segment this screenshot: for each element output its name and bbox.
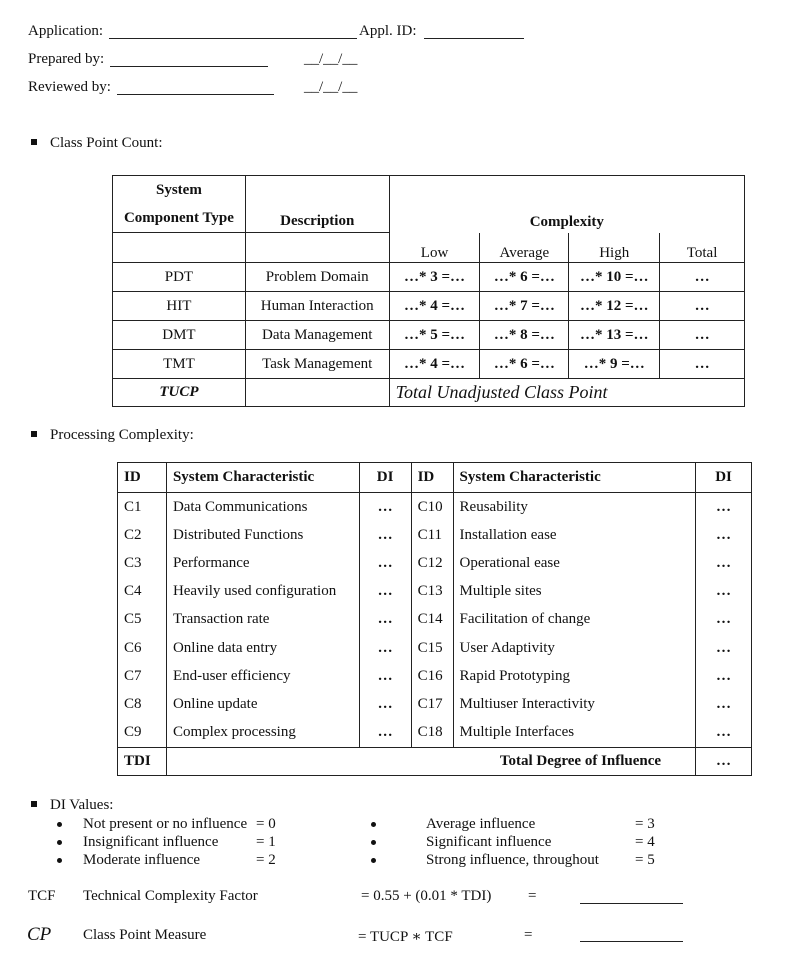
- total-value: …: [660, 263, 745, 292]
- table-row: [118, 521, 752, 549]
- cp-formula: = TUCP ∗ TCF: [358, 929, 453, 945]
- tdi-description: Total Degree of Influence: [166, 747, 695, 775]
- di-value: …: [359, 521, 411, 549]
- characteristic-id: C3: [124, 554, 142, 571]
- characteristic-name: User Adaptivity: [453, 634, 696, 662]
- characteristic-id: C14: [411, 606, 453, 634]
- table-row: [113, 321, 745, 350]
- low-value: …* 4 =…: [389, 292, 480, 321]
- tucp-description: Total Unadjusted Class Point: [389, 379, 744, 407]
- processing-complexity-table: [117, 462, 752, 776]
- di-value: …: [359, 493, 411, 522]
- table-row: [118, 578, 752, 606]
- low-value: …* 3 =…: [389, 263, 480, 292]
- low-value: …* 5 =…: [389, 321, 480, 350]
- di-value-label: Insignificant influence: [83, 834, 219, 850]
- tcf-abbr: TCF: [28, 888, 56, 904]
- characteristic-id: C17: [411, 690, 453, 718]
- di-value: …: [359, 606, 411, 634]
- average-value: …* 6 =…: [480, 263, 569, 292]
- component-description: Problem Domain: [245, 263, 389, 292]
- di-value-number: = 2: [256, 852, 276, 868]
- average-value: …* 6 =…: [480, 350, 569, 379]
- di-value-label: Not present or no influence: [83, 816, 248, 832]
- total-value: …: [660, 321, 745, 350]
- table-row: [118, 549, 752, 577]
- col-system-characteristic: System Characteristic: [453, 463, 696, 493]
- characteristic-id: C7: [124, 667, 142, 684]
- characteristic-id: C11: [411, 521, 453, 549]
- characteristic-id: C6: [124, 639, 142, 656]
- tcf-name: Technical Complexity Factor: [83, 888, 258, 904]
- di-value: …: [696, 493, 752, 522]
- tdi-value: …: [696, 747, 752, 775]
- characteristic-name: Multiple Interfaces: [453, 719, 696, 748]
- characteristic-name: Transaction rate: [166, 606, 359, 634]
- reviewed-by-label: Reviewed by:: [28, 79, 111, 95]
- characteristic-name: Heavily used configuration: [166, 578, 359, 606]
- col-description: Description: [245, 176, 389, 233]
- reviewed-by-field[interactable]: [117, 94, 274, 95]
- col-di: DI: [359, 463, 411, 493]
- bullet-dot-icon: [371, 858, 376, 863]
- col-system-component-type: System Component Type: [113, 176, 246, 233]
- characteristic-id: C18: [411, 719, 453, 748]
- di-value-number: = 0: [256, 816, 276, 832]
- component-description: Data Management: [245, 321, 389, 350]
- col-average: Average: [480, 233, 569, 263]
- bullet-dot-icon: [371, 840, 376, 845]
- di-value: …: [696, 521, 752, 549]
- characteristic-name: Multiple sites: [453, 578, 696, 606]
- characteristic-name: Installation ease: [453, 521, 696, 549]
- col-low: Low: [389, 233, 480, 263]
- characteristic-name: Reusability: [453, 493, 696, 522]
- di-value-label: Significant influence: [426, 834, 552, 850]
- bullet-dot-icon: [57, 858, 62, 863]
- col-high: High: [569, 233, 660, 263]
- high-value: …* 13 =…: [569, 321, 660, 350]
- characteristic-id: C5: [124, 611, 142, 628]
- component-description: Human Interaction: [245, 292, 389, 321]
- bullet-square-icon: [31, 139, 37, 145]
- di-value-label: Moderate influence: [83, 852, 201, 868]
- col-id: ID: [411, 463, 453, 493]
- cp-equals: =: [524, 927, 533, 943]
- table-row: [113, 350, 745, 379]
- average-value: …* 7 =…: [480, 292, 569, 321]
- total-value: …: [660, 292, 745, 321]
- di-value-number: = 3: [635, 816, 655, 832]
- characteristic-id: C8: [124, 695, 142, 712]
- tcf-formula: = 0.55 + (0.01 * TDI): [361, 888, 492, 904]
- characteristic-name: End-user efficiency: [166, 662, 359, 690]
- di-value: …: [359, 634, 411, 662]
- di-value: …: [696, 634, 752, 662]
- characteristic-id: C1: [124, 498, 142, 515]
- characteristic-id: C9: [124, 724, 142, 741]
- low-value: …* 4 =…: [389, 350, 480, 379]
- characteristic-id: C13: [411, 578, 453, 606]
- class-point-heading: Class Point Count:: [50, 135, 163, 151]
- di-value-number: = 5: [635, 852, 655, 868]
- component-description: Task Management: [245, 350, 389, 379]
- di-value: …: [696, 549, 752, 577]
- di-value: …: [359, 690, 411, 718]
- characteristic-id: C2: [124, 526, 142, 543]
- average-value: …* 8 =…: [480, 321, 569, 350]
- bullet-square-icon: [31, 801, 37, 807]
- characteristic-id: C10: [411, 493, 453, 522]
- prepared-date-field[interactable]: __/__/__: [304, 51, 358, 67]
- appl-id-field[interactable]: [424, 38, 524, 39]
- bullet-dot-icon: [371, 822, 376, 827]
- characteristic-name: Distributed Functions: [166, 521, 359, 549]
- processing-heading: Processing Complexity:: [50, 427, 194, 443]
- tdi-label: TDI: [118, 747, 167, 775]
- characteristic-id: C15: [411, 634, 453, 662]
- di-value: …: [359, 549, 411, 577]
- di-value: …: [359, 719, 411, 748]
- table-row: [113, 292, 745, 321]
- component-type: PDT: [113, 263, 246, 292]
- characteristic-name: Performance: [166, 549, 359, 577]
- di-value: …: [696, 662, 752, 690]
- characteristic-name: Operational ease: [453, 549, 696, 577]
- tcf-result-field[interactable]: [580, 903, 683, 904]
- di-values-heading: DI Values:: [50, 797, 114, 813]
- col-complexity: Complexity: [389, 176, 744, 233]
- tucp-row: [113, 379, 745, 407]
- high-value: …* 10 =…: [569, 263, 660, 292]
- table-row: [118, 634, 752, 662]
- table-row: [118, 606, 752, 634]
- table-row: [113, 263, 745, 292]
- empty-cell: [245, 233, 389, 263]
- empty-cell: [113, 233, 246, 263]
- table-row: [118, 719, 752, 748]
- component-type: TMT: [113, 350, 246, 379]
- col-system-characteristic: System Characteristic: [166, 463, 359, 493]
- di-value: …: [696, 606, 752, 634]
- application-label: Application:: [28, 23, 103, 39]
- di-value-number: = 4: [635, 834, 655, 850]
- table-row: [118, 662, 752, 690]
- col-id: ID: [118, 463, 167, 493]
- di-value: …: [696, 690, 752, 718]
- col-di: DI: [696, 463, 752, 493]
- di-value: …: [359, 578, 411, 606]
- characteristic-id: C4: [124, 583, 142, 600]
- characteristic-name: Complex processing: [166, 719, 359, 748]
- di-value: …: [359, 662, 411, 690]
- tucp-label: TUCP: [113, 379, 246, 407]
- tdi-row: [118, 747, 752, 775]
- tcf-equals: =: [528, 888, 537, 904]
- characteristic-id: C12: [411, 549, 453, 577]
- characteristic-name: Multiuser Interactivity: [453, 690, 696, 718]
- di-value-label: Strong influence, throughout: [426, 852, 599, 868]
- high-value: …* 9 =…: [569, 350, 660, 379]
- prepared-by-label: Prepared by:: [28, 51, 105, 67]
- class-point-table: [112, 175, 745, 407]
- bullet-square-icon: [31, 431, 37, 437]
- characteristic-name: Rapid Prototyping: [453, 662, 696, 690]
- high-value: …* 12 =…: [569, 292, 660, 321]
- reviewed-date-field[interactable]: __/__/__: [304, 79, 358, 95]
- characteristic-id: C16: [411, 662, 453, 690]
- characteristic-name: Online data entry: [166, 634, 359, 662]
- characteristic-name: Data Communications: [166, 493, 359, 522]
- total-value: …: [660, 350, 745, 379]
- bullet-dot-icon: [57, 822, 62, 827]
- cp-name: Class Point Measure: [83, 927, 207, 943]
- characteristic-name: Facilitation of change: [453, 606, 696, 634]
- table-row: [118, 690, 752, 718]
- bullet-dot-icon: [57, 840, 62, 845]
- empty-cell: [245, 379, 389, 407]
- di-value: …: [696, 719, 752, 748]
- prepared-by-field[interactable]: [110, 66, 268, 67]
- component-type: DMT: [113, 321, 246, 350]
- table-row: [118, 493, 752, 522]
- cp-abbr: CP: [27, 924, 52, 945]
- component-type: HIT: [113, 292, 246, 321]
- di-value: …: [696, 578, 752, 606]
- cp-result-field[interactable]: [580, 941, 683, 942]
- di-value-label: Average influence: [426, 816, 536, 832]
- di-value-number: = 1: [256, 834, 276, 850]
- appl-id-label: Appl. ID:: [359, 23, 417, 39]
- characteristic-name: Online update: [166, 690, 359, 718]
- col-total: Total: [660, 233, 745, 263]
- application-field[interactable]: [109, 38, 357, 39]
